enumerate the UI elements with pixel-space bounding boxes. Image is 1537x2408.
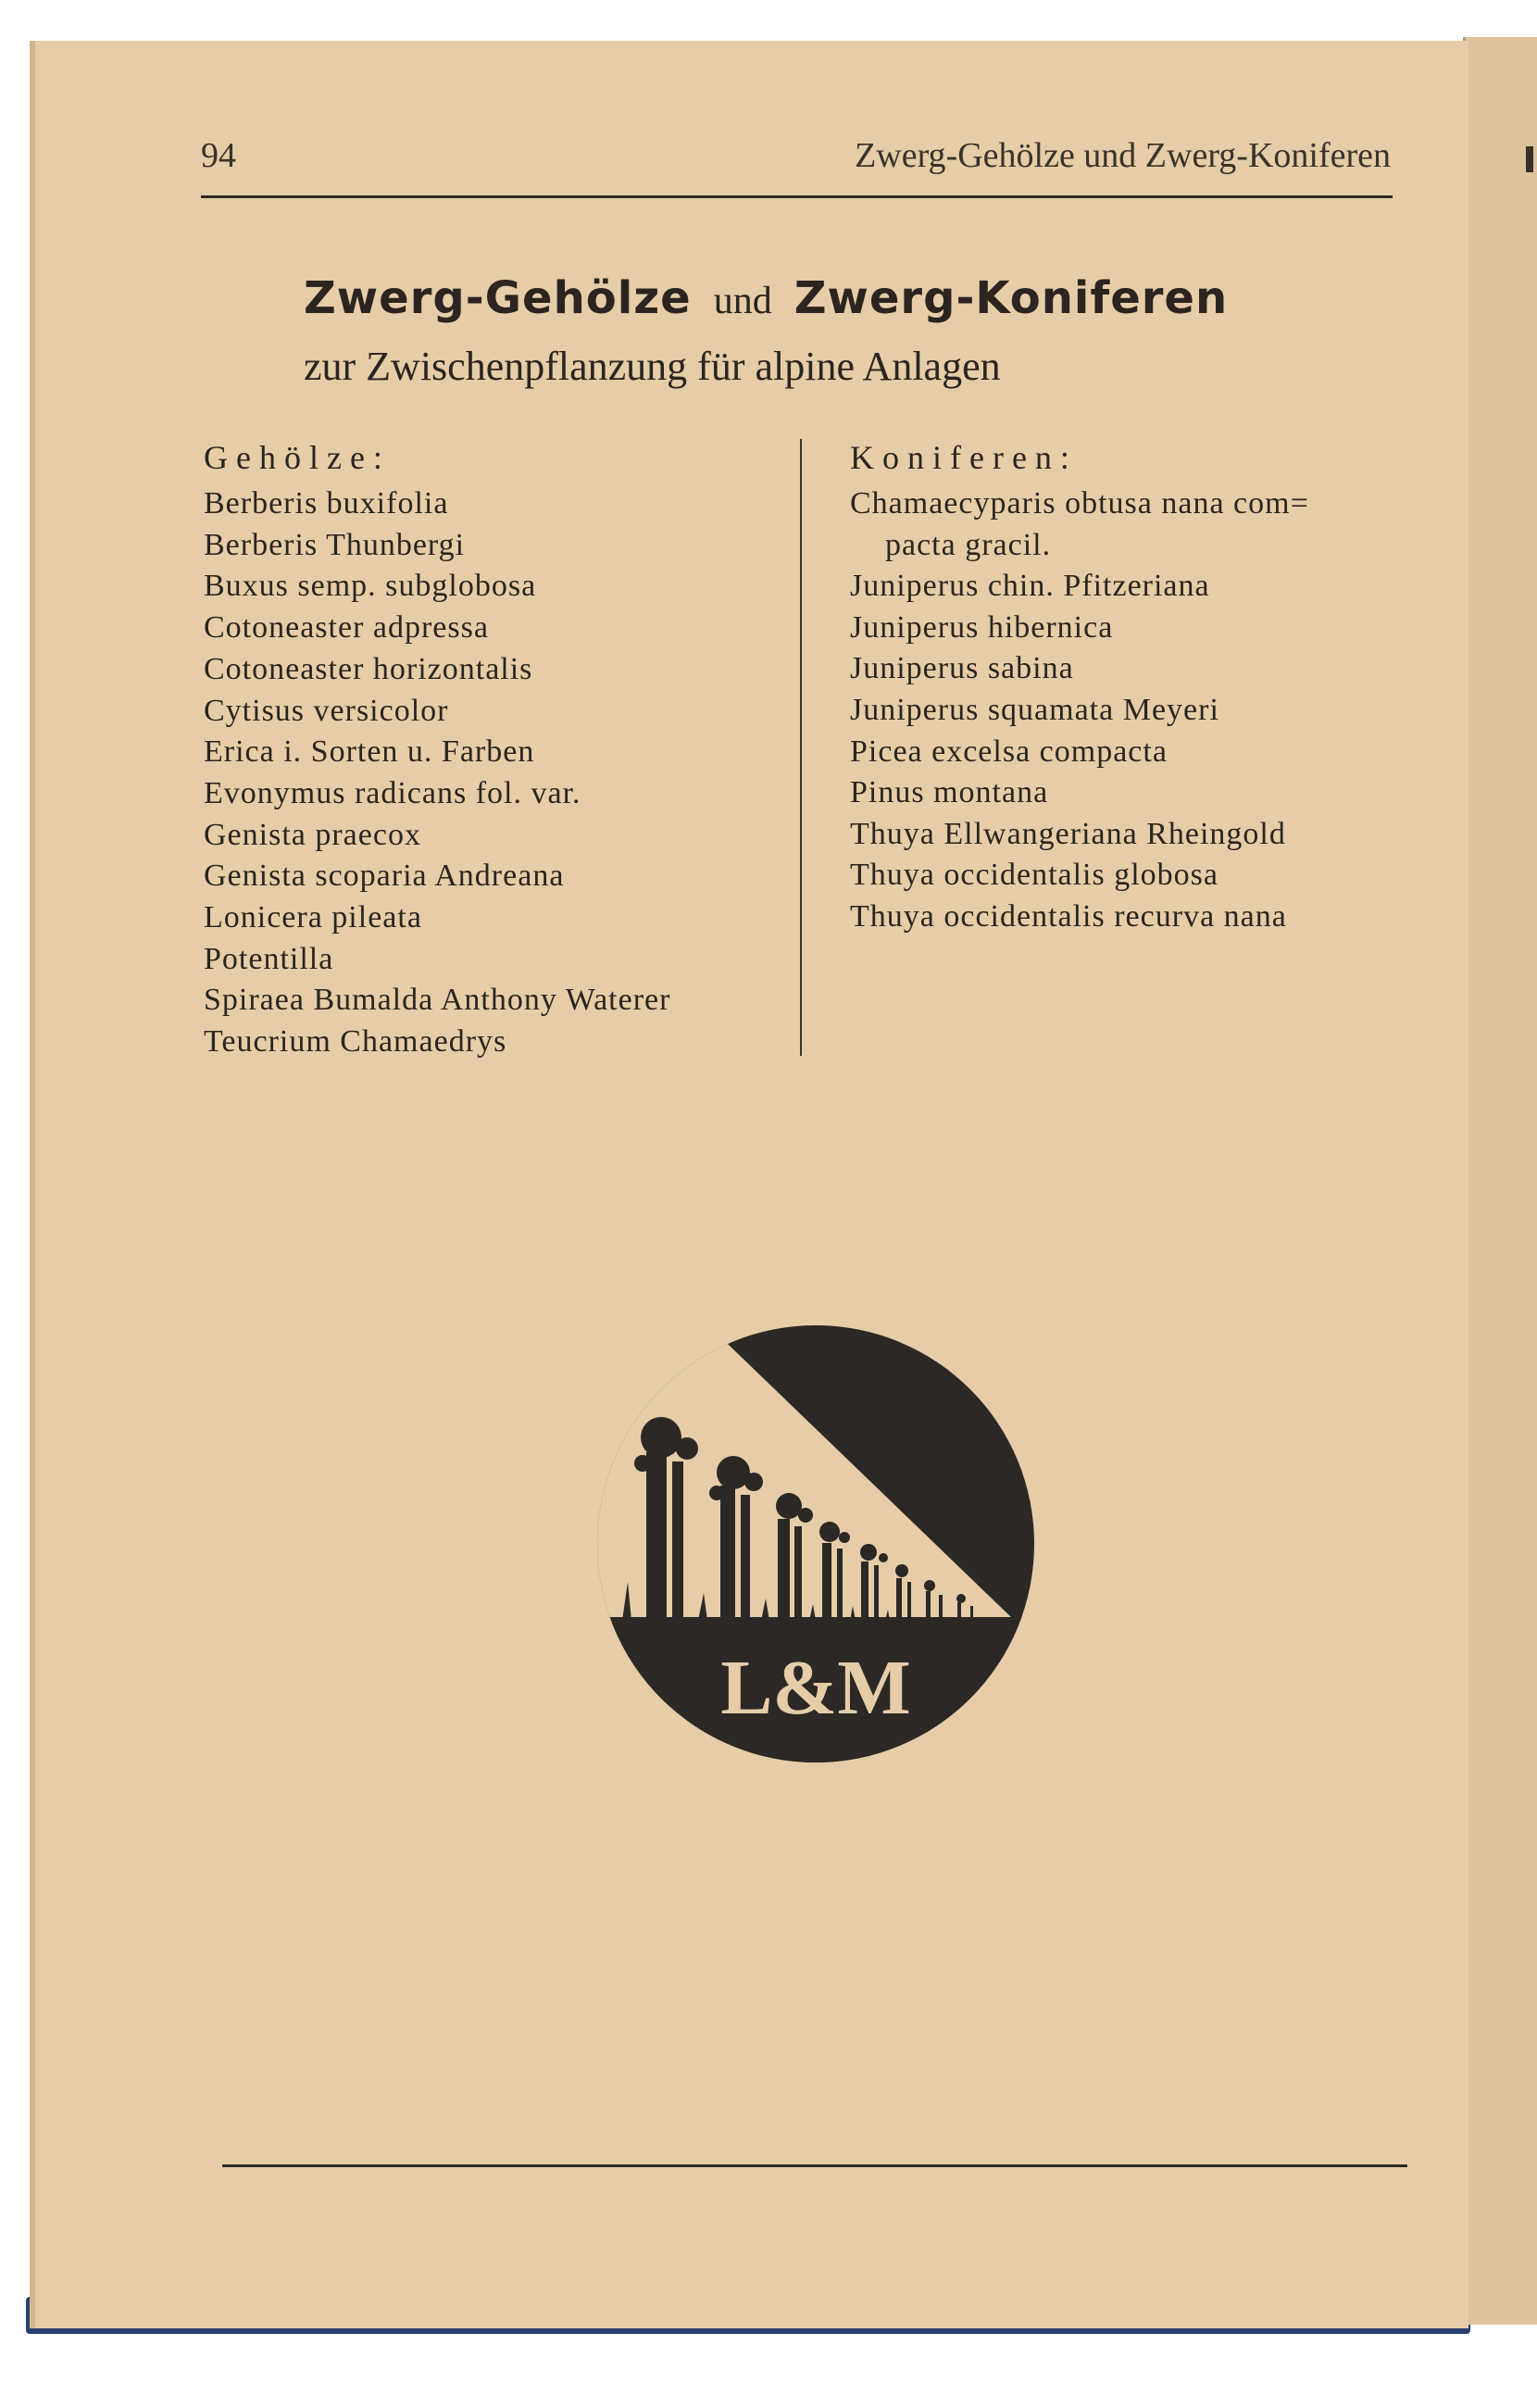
logo-text: L&M xyxy=(720,1645,911,1731)
list-item: Evonymus radicans fol. var. xyxy=(204,775,581,810)
list-item: Cytisus versicolor xyxy=(204,693,449,728)
adjacent-page-edge xyxy=(1463,37,1537,2325)
gehoelze-heading: Gehölze: xyxy=(204,439,391,476)
list-item: Lonicera pileata xyxy=(204,900,422,935)
page-number: 94 xyxy=(201,136,236,175)
list-item: Potentilla xyxy=(204,941,334,976)
title-part-gehoelze: Zwerg-Gehölze xyxy=(304,272,692,324)
list-item: Juniperus sabina xyxy=(850,651,1074,686)
list-item: Thuya Ellwangeriana Rheingold xyxy=(850,816,1286,851)
list-item: Picea excelsa compacta xyxy=(850,734,1168,769)
list-item: Thuya occidentalis recurva nana xyxy=(850,898,1287,934)
adjacent-page-mark xyxy=(1526,146,1533,172)
list-item: Juniperus hibernica xyxy=(850,609,1114,645)
list-item: Pinus montana xyxy=(850,775,1049,810)
header-rule xyxy=(201,195,1393,198)
list-item: Spiraea Bumalda Anthony Waterer xyxy=(204,983,671,1018)
koniferen-column xyxy=(850,435,1424,938)
list-item: Teucrium Chamaedrys xyxy=(204,1024,507,1060)
list-item-continuation: pacta gracil. xyxy=(885,527,1052,562)
koniferen-heading: Koniferen: xyxy=(850,439,1078,476)
list-item: Thuya occidentalis globosa xyxy=(850,858,1219,893)
gehoelze-list xyxy=(204,483,796,1063)
list-item: Juniperus chin. Pfitzeriana xyxy=(850,569,1210,604)
list-item: Berberis Thunbergi xyxy=(204,527,466,562)
list-item: Juniperus squamata Meyeri xyxy=(850,692,1219,727)
page-title xyxy=(304,272,1229,324)
title-connector: und xyxy=(713,280,772,322)
list-item: Genista scoparia Andreana xyxy=(204,859,565,894)
page-subtitle: zur Zwischenpflanzung für alpine Anlagen xyxy=(304,344,1001,389)
list-item: Cotoneaster adpressa xyxy=(204,610,489,646)
title-part-koniferen: Zwerg-Koniferen xyxy=(793,272,1229,324)
list-item: Chamaecyparis obtusa nana com= xyxy=(850,486,1309,520)
list-item: Buxus semp. subglobosa xyxy=(204,569,537,604)
running-head-title: Zwerg-Gehölze und Zwerg-Koniferen xyxy=(855,136,1391,175)
list-item: Erica i. Sorten u. Farben xyxy=(204,734,535,770)
gehoelze-column xyxy=(204,435,796,1063)
list-item: Genista praecox xyxy=(204,817,421,852)
koniferen-list xyxy=(850,483,1424,938)
column-divider xyxy=(800,439,802,1056)
footer-rule xyxy=(222,2164,1407,2167)
orchard-trees-icon xyxy=(594,1323,1037,1765)
list-item: Cotoneaster horizontalis xyxy=(204,651,533,686)
list-item: Berberis buxifolia xyxy=(204,486,449,520)
lm-logo xyxy=(594,1323,1037,1770)
